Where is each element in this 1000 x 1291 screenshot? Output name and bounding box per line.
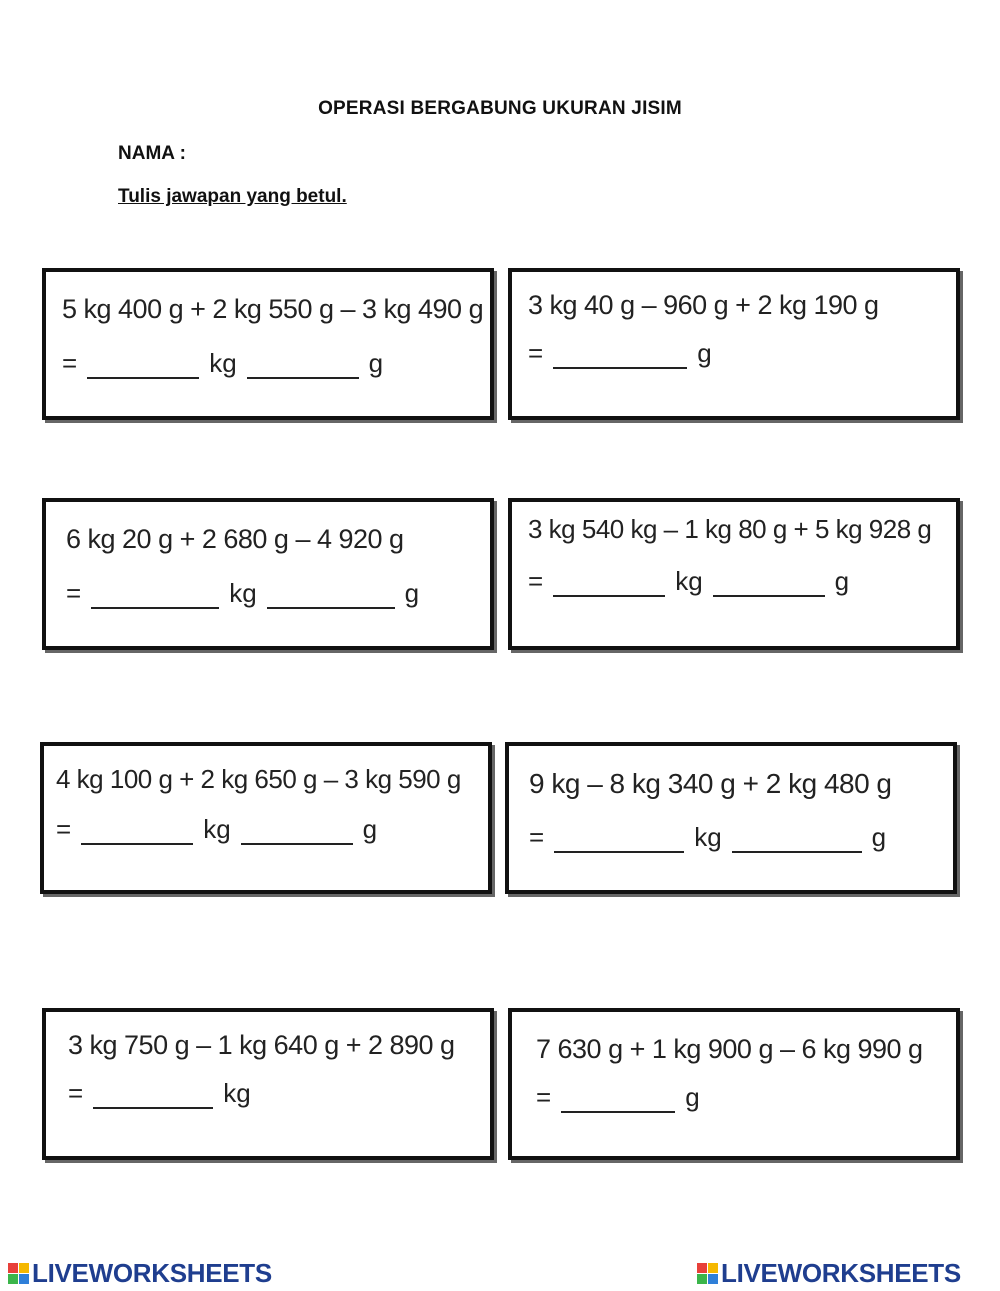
unit-kg: kg [203, 814, 231, 844]
answer-g-input[interactable] [241, 819, 353, 845]
unit-g: g [404, 578, 420, 608]
question-expression: 3 kg 750 g – 1 kg 640 g + 2 890 g [68, 1030, 455, 1060]
liveworksheets-logo-icon [8, 1263, 29, 1284]
answer-g-input[interactable] [561, 1087, 675, 1113]
answer-g-input[interactable] [713, 571, 825, 597]
liveworksheets-logo-icon [697, 1263, 718, 1284]
equals-sign: = [68, 1078, 84, 1108]
unit-kg: kg [209, 348, 237, 378]
answer-kg-input[interactable] [87, 353, 199, 379]
answer-g-input[interactable] [732, 827, 862, 853]
answer-kg-input[interactable] [93, 1083, 213, 1109]
answer-line [56, 814, 387, 845]
liveworksheets-logo-right [697, 1258, 961, 1289]
answer-line [529, 822, 896, 853]
brand-text: LIVEWORKSHEETS [721, 1258, 961, 1288]
answer-kg-input[interactable] [91, 583, 219, 609]
question-expression: 6 kg 20 g + 2 680 g – 4 920 g [66, 524, 404, 554]
unit-g: g [362, 814, 378, 844]
instruction-text: Tulis jawapan yang betul. [118, 186, 347, 207]
answer-line [528, 338, 722, 369]
question-box-8 [508, 1008, 960, 1160]
question-box-2 [508, 268, 960, 420]
question-box-3 [42, 498, 494, 650]
unit-g: g [871, 822, 887, 852]
liveworksheets-logo-left [8, 1258, 272, 1289]
unit-g: g [834, 566, 850, 596]
unit-kg: kg [675, 566, 703, 596]
unit-g: g [697, 338, 712, 368]
question-expression: 3 kg 540 kg – 1 kg 80 g + 5 kg 928 g [528, 514, 932, 544]
answer-kg-input[interactable] [81, 819, 193, 845]
worksheet-title: OPERASI BERGABUNG UKURAN JISIM [318, 98, 682, 119]
answer-g-input[interactable] [553, 343, 687, 369]
unit-kg: kg [223, 1078, 251, 1108]
answer-line [536, 1082, 710, 1113]
question-box-5 [40, 742, 492, 894]
answer-g-input[interactable] [247, 353, 359, 379]
answer-line [68, 1078, 261, 1109]
question-box-6 [505, 742, 957, 894]
equals-sign: = [528, 338, 544, 368]
answer-kg-input[interactable] [553, 571, 665, 597]
unit-g: g [368, 348, 384, 378]
name-label: NAMA : [118, 143, 186, 164]
question-expression: 4 kg 100 g + 2 kg 650 g – 3 kg 590 g [56, 764, 461, 794]
answer-line [66, 578, 429, 609]
answer-kg-input[interactable] [554, 827, 684, 853]
question-box-7 [42, 1008, 494, 1160]
equals-sign: = [529, 822, 545, 852]
question-expression: 7 630 g + 1 kg 900 g – 6 kg 990 g [536, 1034, 923, 1064]
unit-g: g [685, 1082, 700, 1112]
question-expression: 5 kg 400 g + 2 kg 550 g – 3 kg 490 g [62, 294, 484, 324]
question-expression: 9 kg – 8 kg 340 g + 2 kg 480 g [529, 768, 892, 799]
question-box-1 [42, 268, 494, 420]
unit-kg: kg [694, 822, 722, 852]
unit-kg: kg [229, 578, 257, 608]
answer-line [528, 566, 859, 597]
answer-g-input[interactable] [267, 583, 395, 609]
equals-sign: = [56, 814, 72, 844]
equals-sign: = [536, 1082, 552, 1112]
equals-sign: = [528, 566, 544, 596]
brand-text: LIVEWORKSHEETS [32, 1258, 272, 1288]
answer-line [62, 348, 393, 379]
question-box-4 [508, 498, 960, 650]
equals-sign: = [62, 348, 78, 378]
question-expression: 3 kg 40 g – 960 g + 2 kg 190 g [528, 290, 879, 320]
equals-sign: = [66, 578, 82, 608]
